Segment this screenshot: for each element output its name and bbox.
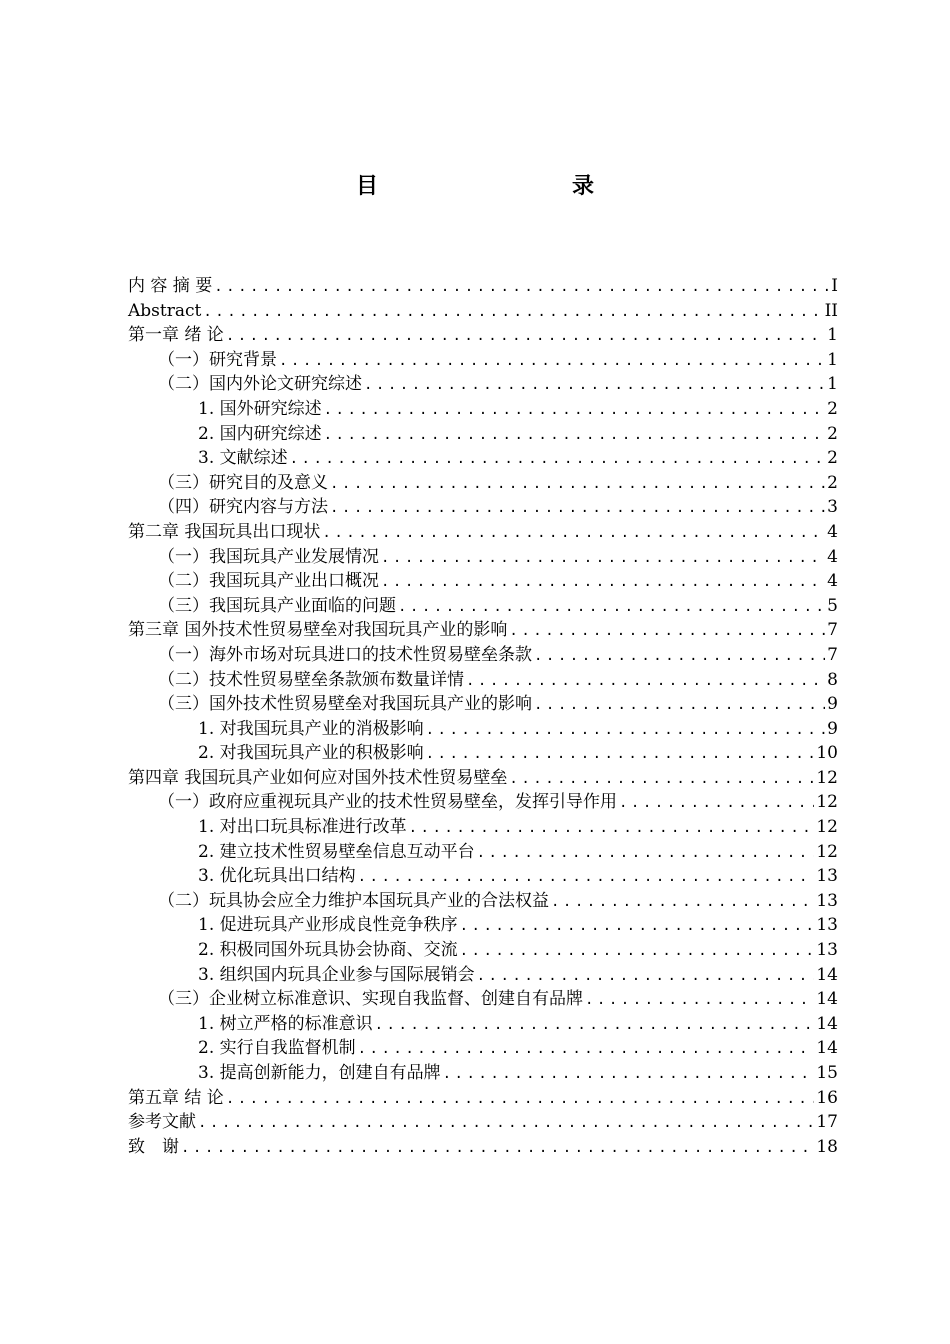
toc-entry-page-number: 16	[816, 1087, 838, 1108]
toc-entry-label: 2. 对我国玩具产业的积极影响	[198, 743, 424, 764]
toc-leader-dots	[617, 791, 814, 816]
toc-entry-label: （一）我国玩具产业发展情况	[158, 546, 379, 567]
toc-entry-label: 1. 对我国玩具产业的消极影响	[198, 718, 424, 739]
toc-entry[interactable]	[128, 545, 838, 570]
toc-entry-label: （二）玩具协会应全力维护本国玩具产业的合法权益	[158, 890, 549, 911]
toc-leader-dots	[507, 767, 814, 792]
toc-entry-page-number: 14	[816, 1013, 838, 1034]
toc-entry[interactable]	[128, 815, 838, 840]
toc-leader-dots	[458, 914, 815, 939]
toc-leader-dots	[464, 669, 825, 694]
toc-entry-page-number: 4	[827, 571, 838, 592]
toc-entry-label: （二）我国玩具产业出口概况	[158, 571, 379, 592]
toc-leader-dots	[407, 816, 815, 841]
toc-entry-label: 1. 促进玩具产业形成良性竞争秩序	[198, 915, 458, 936]
toc-leader-dots	[362, 373, 825, 398]
toc-entry[interactable]	[128, 840, 838, 865]
toc-leader-dots	[458, 939, 815, 964]
toc-entry-page-number: 13	[816, 940, 838, 961]
toc-entry[interactable]	[128, 348, 838, 373]
toc-leader-dots	[441, 1062, 815, 1087]
toc-entry[interactable]	[128, 864, 838, 889]
toc-entry-label: 第二章 我国玩具出口现状	[128, 521, 321, 542]
toc-entry[interactable]	[128, 790, 838, 815]
toc-leader-dots	[475, 964, 815, 989]
toc-leader-dots	[424, 718, 826, 743]
toc-entry-label: Abstract	[128, 300, 202, 321]
toc-leader-dots	[288, 447, 826, 472]
toc-entry-label: （二）国内外论文研究综述	[158, 374, 362, 395]
toc-entry[interactable]	[128, 717, 838, 742]
toc-entry[interactable]	[128, 766, 838, 791]
toc-leader-dots	[373, 1013, 815, 1038]
toc-entry-page-number: 3	[827, 497, 838, 518]
toc-leader-dots	[475, 841, 815, 866]
toc-entry-page-number: 12	[816, 841, 838, 862]
toc-leader-dots	[424, 742, 815, 767]
toc-entry[interactable]	[128, 1061, 838, 1086]
toc-entry-page-number: 2	[827, 448, 838, 469]
toc-entry[interactable]	[128, 274, 838, 299]
toc-entry-page-number: 1	[827, 349, 838, 370]
toc-entry-label: 第一章 绪 论	[128, 325, 224, 346]
toc-leader-dots	[379, 546, 825, 571]
toc-entry[interactable]	[128, 1036, 838, 1061]
toc-leader-dots	[212, 275, 829, 300]
toc-entry-label: （一）研究背景	[158, 349, 277, 370]
toc-entry-label: （三）我国玩具产业面临的问题	[158, 595, 396, 616]
toc-entry[interactable]	[128, 938, 838, 963]
toc-leader-dots	[328, 496, 825, 521]
toc-entry-label: 3. 组织国内玩具企业参与国际展销会	[198, 964, 475, 985]
toc-entry-label: 致 谢	[128, 1136, 179, 1157]
toc-entry-label: 1. 树立严格的标准意识	[198, 1013, 373, 1034]
toc-leader-dots	[201, 300, 822, 325]
toc-entry[interactable]	[128, 1012, 838, 1037]
toc-entry-label: （三）国外技术性贸易壁垒对我国玩具产业的影响	[158, 694, 532, 715]
toc-entry-page-number: 18	[816, 1136, 838, 1157]
toc-entry-page-number: 2	[827, 472, 838, 493]
toc-entry-page-number: 9	[827, 718, 838, 739]
toc-entry-label: 第五章 结 论	[128, 1087, 224, 1108]
toc-entry-label: 2. 积极同国外玩具协会协商、交流	[198, 940, 458, 961]
toc-entry[interactable]	[128, 643, 838, 668]
toc-entry-label: （四）研究内容与方法	[158, 497, 328, 518]
toc-entry-label: 2. 国内研究综述	[198, 423, 322, 444]
toc-entry-page-number: 14	[816, 1038, 838, 1059]
toc-leader-dots	[322, 398, 826, 423]
toc-entry-page-number: 2	[827, 423, 838, 444]
toc-entry[interactable]	[128, 594, 838, 619]
toc-entry[interactable]	[128, 913, 838, 938]
toc-leader-dots	[507, 619, 825, 644]
toc-entry-label: （一）海外市场对玩具进口的技术性贸易壁垒条款	[158, 644, 532, 665]
toc-entry-page-number: 5	[827, 595, 838, 616]
toc-entry-label: 2. 建立技术性贸易壁垒信息互动平台	[198, 841, 475, 862]
toc-leader-dots	[179, 1136, 814, 1161]
toc-leader-dots	[379, 570, 825, 595]
toc-entry-label: 2. 实行自我监督机制	[198, 1038, 356, 1059]
toc-entry-label: （三）研究目的及意义	[158, 472, 328, 493]
toc-entry-label: 参考文献	[128, 1112, 196, 1133]
toc-entry[interactable]	[128, 299, 838, 324]
toc-leader-dots	[224, 324, 825, 349]
toc-leader-dots	[322, 423, 826, 448]
toc-leader-dots	[356, 1037, 815, 1062]
toc-entry-label: 3. 优化玩具出口结构	[198, 866, 356, 887]
toc-entry-page-number: 8	[827, 669, 838, 690]
toc-entry-page-number: 14	[816, 989, 838, 1010]
toc-entry[interactable]	[128, 372, 838, 397]
toc-entry-label: （三）企业树立标准意识、实现自我监督、创建自有品牌	[158, 989, 583, 1010]
toc-entry-label: 第四章 我国玩具产业如何应对国外技术性贸易壁垒	[128, 767, 508, 788]
toc-entry-page-number: 7	[827, 644, 838, 665]
toc-entry-page-number: 9	[827, 694, 838, 715]
toc-entry-page-number: 15	[816, 1063, 838, 1083]
toc-entry-label: （二）技术性贸易壁垒条款颁布数量详情	[158, 669, 464, 690]
toc-entry[interactable]	[128, 668, 838, 693]
toc-entry[interactable]	[128, 520, 838, 545]
toc-entry[interactable]	[128, 618, 838, 643]
toc-entry-page-number: 14	[816, 964, 838, 985]
toc-entry-page-number: 12	[816, 817, 838, 838]
toc-leader-dots	[320, 521, 825, 546]
toc-entry-page-number: 1	[827, 325, 838, 346]
toc-leader-dots	[196, 1111, 814, 1136]
toc-title: 目 录	[355, 174, 644, 199]
toc-entry[interactable]	[128, 963, 838, 988]
toc-entry-label: 1. 对出口玩具标准进行改革	[198, 817, 407, 838]
toc-entry[interactable]	[128, 1110, 838, 1135]
toc-leader-dots	[224, 1087, 815, 1112]
toc-entry-page-number: 7	[827, 620, 838, 641]
toc-leader-dots	[356, 865, 815, 890]
toc-entry[interactable]	[128, 495, 838, 520]
toc-entry[interactable]	[128, 987, 838, 1012]
toc-entry[interactable]	[128, 889, 838, 914]
toc-leader-dots	[396, 595, 825, 620]
toc-entry-page-number: 10	[816, 743, 838, 764]
toc-entry-page-number: 4	[827, 521, 838, 542]
toc-leader-dots	[532, 644, 825, 669]
toc-entry[interactable]	[128, 422, 838, 447]
toc-entry-label: 1. 国外研究综述	[198, 398, 322, 419]
toc-leader-dots	[328, 472, 825, 497]
toc-entry-label: 3. 文献综述	[198, 448, 288, 469]
toc-entry[interactable]	[128, 741, 838, 766]
toc-leader-dots	[277, 349, 825, 374]
toc-entry[interactable]	[128, 1135, 838, 1160]
toc-entry-label: 第三章 国外技术性贸易壁垒对我国玩具产业的影响	[128, 620, 508, 641]
toc-entry[interactable]	[128, 323, 838, 348]
toc-entry[interactable]	[128, 397, 838, 422]
toc-entry[interactable]	[128, 692, 838, 717]
toc-entry[interactable]	[128, 1086, 838, 1111]
toc-entry-page-number: 17	[816, 1112, 838, 1133]
table-of-contents	[128, 274, 838, 1159]
toc-entry-page-number: II	[824, 300, 838, 321]
toc-leader-dots	[532, 693, 825, 718]
toc-entry-page-number: 13	[816, 890, 838, 911]
toc-entry-page-number: 1	[827, 374, 838, 395]
toc-entry-page-number: I	[831, 276, 838, 296]
toc-entry-page-number: 12	[816, 767, 838, 788]
toc-entry-label: 内 容 摘 要	[128, 276, 213, 296]
toc-entry-page-number: 4	[827, 546, 838, 567]
toc-entry-label: 3. 提高创新能力，创建自有品牌	[198, 1063, 441, 1083]
toc-entry[interactable]	[128, 569, 838, 594]
toc-leader-dots	[583, 988, 814, 1013]
toc-entry-page-number: 2	[827, 398, 838, 419]
toc-entry-page-number: 12	[816, 792, 838, 813]
toc-entry-page-number: 13	[816, 915, 838, 936]
toc-entry-label: （一）政府应重视玩具产业的技术性贸易壁垒，发挥引导作用	[158, 792, 617, 813]
toc-leader-dots	[549, 890, 814, 915]
toc-entry[interactable]	[128, 471, 838, 496]
toc-entry-page-number: 13	[816, 866, 838, 887]
toc-entry[interactable]	[128, 446, 838, 471]
